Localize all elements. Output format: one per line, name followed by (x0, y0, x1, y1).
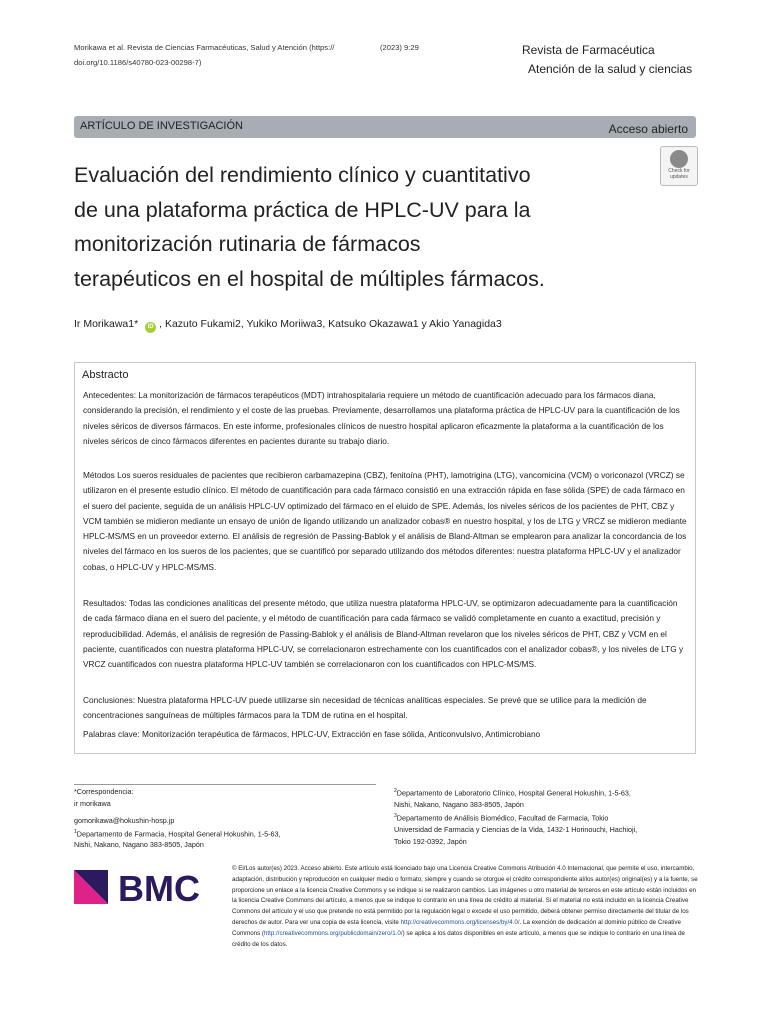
abstract-conclusions: Conclusiones: Nuestra plataforma HPLC-UV puede utilizarse sin necesidad de técnicas analíticas especiales. Se prevé que se utilice para la medición de concentraciones sanguíneas de múltiples fármacos para la TDM de rutina en el hospital. (83, 695, 647, 721)
affiliations-block (394, 786, 694, 847)
year-volume: (2023) 9:29 (380, 43, 419, 52)
article-title (74, 158, 634, 296)
citation (74, 40, 374, 70)
affiliation-1 (74, 827, 374, 840)
check-for-updates-line-1: Check for (668, 168, 690, 174)
affiliation-2-marker: 2 (394, 788, 397, 794)
license-link-cc-by[interactable]: http://creativecommons.org/licenses/by/4.0/ (400, 918, 520, 926)
affiliation-2-line-1: Departamento de Laboratorio Clínico, Hospital General Hokushin, 1-5-63, (396, 788, 631, 798)
open-access-label: Acceso abierto (608, 122, 688, 136)
citation-line-1: Morikawa et al. Revista de Ciencias Farmacéuticas, Salud y Atención (https:// (74, 43, 335, 52)
title-line: terapéuticos en el hospital de múltiples fármacos. (74, 266, 545, 291)
journal-name-line-1: Revista de Farmacéutica (522, 43, 655, 57)
affiliation-3 (394, 811, 694, 824)
article-type-label: ARTÍCULO DE INVESTIGACIÓN (80, 120, 243, 132)
title-line: de una plataforma práctica de HPLC-UV para la (74, 197, 531, 222)
correspondence-email[interactable]: gomorikawa@hokushin-hosp.jp (74, 816, 175, 825)
orcid-icon[interactable]: iD (145, 322, 156, 333)
abstract-methods: Métodos Los sueros residuales de pacientes que recibieron carbamazepina (CBZ), fenitoína (PHT), lamotrigina (LTG), vancomicina (VCM) o voriconazol (VRCZ) se utilizaron en el presente estudio clínico. El método de cuantificación para cada fármaco consistió en una extracción rápida en fase sólida (SPE) de cada fármaco en el suero del paciente, seguida de un análisis HPLC-UV optimizado del fármaco en el eluido de SPE. Además, los niveles séricos de los pacientes de PHT, CBZ y VCM también se midieron mediante un ensayo de unión de ligando utilizando un analizador cobas® en nuestro hospital, y los de LTG y VRCZ se midieron mediante HPLC-MS/MS en un proveedor externo. El análisis de regresión de Passing-Bablok y el análisis de Bland-Altman se emplearon para analizar la concordancia de los niveles del fármaco en los sueros de los pacientes, que se cuantificó por separado utilizando dos métodos diferentes: nuestra plataforma HPLC-UV y el analizador cobas, o HPLC-UV y HPLC-MS/MS. (83, 470, 687, 572)
check-for-updates-line-2: updates (670, 174, 688, 180)
journal-name-line-2: Atención de la salud y ciencias (528, 62, 693, 76)
correspondence-name: ir morikawa (74, 798, 111, 808)
affiliation-2 (394, 786, 694, 799)
author-fukami: , Kazuto Fukami2 (159, 318, 241, 330)
affiliation-2-line-2: Nishi, Nakano, Nagano 383-8505, Japón (394, 799, 524, 809)
bmc-logo (74, 868, 214, 908)
bmc-logo-text: BMC (118, 868, 200, 908)
affiliation-1-marker: 1 (74, 828, 77, 835)
author-morikawa: Ir Morikawa1* (74, 318, 139, 330)
check-for-updates-badge[interactable] (660, 146, 698, 186)
correspondence-block (74, 786, 374, 851)
title-line: Evaluación del rendimiento clínico y cuantitativo (74, 163, 531, 187)
abstract-results: Resultados: Todas las condiciones analíticas del presente método, que utiliza nuestra plataforma HPLC-UV, se optimizaron adecuadamente para la cuantificación de cada fármaco diana en el suero del paciente, y el método de cuantificación para cada fármaco se validó completamente en cuanto a exactitud, precisión y reproducibilidad. Además, el análisis de regresión de Passing-Bablok y el análisis de Bland-Altman revelaron que los niveles séricos de PHT, CBZ y VCM en el paciente, cuantificados con nuestra plataforma HPLC-UV, se correlacionaron estrechamente con los cuantificados con el analizador cobas®, y los niveles de LTG y VRCZ cuantificados con nuestra plataforma HPLC-UV también se correlacionaron con los cuantificados con HPLC-MS/MS. (83, 598, 684, 670)
correspondence-label: *Correspondencia: (74, 787, 134, 796)
affiliation-1-line-1: Departamento de Farmacia, Hospital General Hokushin, 1-5-63, (76, 828, 281, 838)
license-link-cc0[interactable]: http://creativecommons.org/publicdomain/zero/1.0/ (263, 929, 403, 937)
footnote-divider (74, 784, 376, 785)
abstract-heading: Abstracto (82, 369, 129, 381)
affiliation-3-line-1: Departamento de Análisis Biomédico, Facultad de Farmacia, Tokio (396, 813, 609, 823)
author-moriiwa: , Yukiko Moriiwa3 (240, 318, 323, 330)
author-list (74, 318, 502, 333)
license-part-3: ) se aplica a los datos disponibles en este artículo, a menos que se indique lo contrario en una línea de crédito de los datos. (232, 929, 685, 948)
abstract-keywords: Palabras clave: Monitorización terapéutica de fármacos, HPLC-UV, Extracción en fase sólida, Anticonvulsivo, Antimicrobiano (83, 729, 541, 739)
abstract-box (74, 362, 696, 754)
abstract-background: Antecedentes: La monitorización de fármacos terapéuticos (MDT) intrahospitalaria requiere un método de cuantificación adecuado para los fármacos diana, considerando la precisión, el rendimiento y el coste de las pruebas. Previamente, desarrollamos una plataforma práctica de HPLC-UV para la cuantificación de los niveles séricos de diversos fármacos. En este informe, profesionales clínicos de nuestro hospital aplicaron eficazmente la plataforma a la cuantificación de los niveles séricos de cinco fármacos diferentes en pacientes durante su trabajo diario. (83, 390, 680, 446)
author-okazawa-yanagida: , Katsuko Okazawa1 y Akio Yanagida3 (322, 318, 502, 330)
affiliation-3-marker: 3 (394, 813, 397, 820)
license-part-2: . La exención de dedicación al dominio público de Creative Commons ( (232, 918, 681, 937)
article-type-banner (74, 116, 696, 138)
title-line: monitorización rutinaria de fármacos (74, 232, 421, 256)
affiliation-3-line-3: Tokio 192-0392, Japón (394, 836, 467, 846)
crossmark-icon (670, 150, 688, 168)
bmc-logo-mark (74, 868, 214, 908)
citation-doi[interactable]: doi.org/10.1186/s40780-023-00298-7) (74, 58, 202, 67)
license-text (232, 864, 700, 950)
license-part-1: © El/Los autor(es) 2023. Acceso abierto. Este artículo está licenciado bajo una Licencia Creative Commons Atribución 4.0 Internacional, que permite el uso, intercambio, adaptación, distribución y reproducción en cualquier medio o formato, siempre y cuando se otorgue el crédito correspondiente al/los autor(es) original(es) y a la fuente, se proporcione un enlace a la licencia Creative Commons y se indique si se realizaron cambios. Las imágenes u otro material de terceros en este artículo están incluidos en la licencia Creative Commons del artículo, a menos que se indique lo contrario en una línea de crédito al material. Si el material no está incluido en la licencia Creative Commons del artículo y el uso que pretende no está permitido por la regulación legal o excede el uso permitido, deberá obtener permiso directamente del titular de los derechos de autor. Para ver una copia de esta licencia, visite (232, 865, 698, 926)
affiliation-1-line-2: Nishi, Nakano, Nagano 383-8505, Japón (74, 840, 204, 850)
affiliation-3-line-2: Universidad de Farmacia y Ciencias de la Vida, 1432-1 Horinouchi, Hachioji, (394, 825, 638, 835)
